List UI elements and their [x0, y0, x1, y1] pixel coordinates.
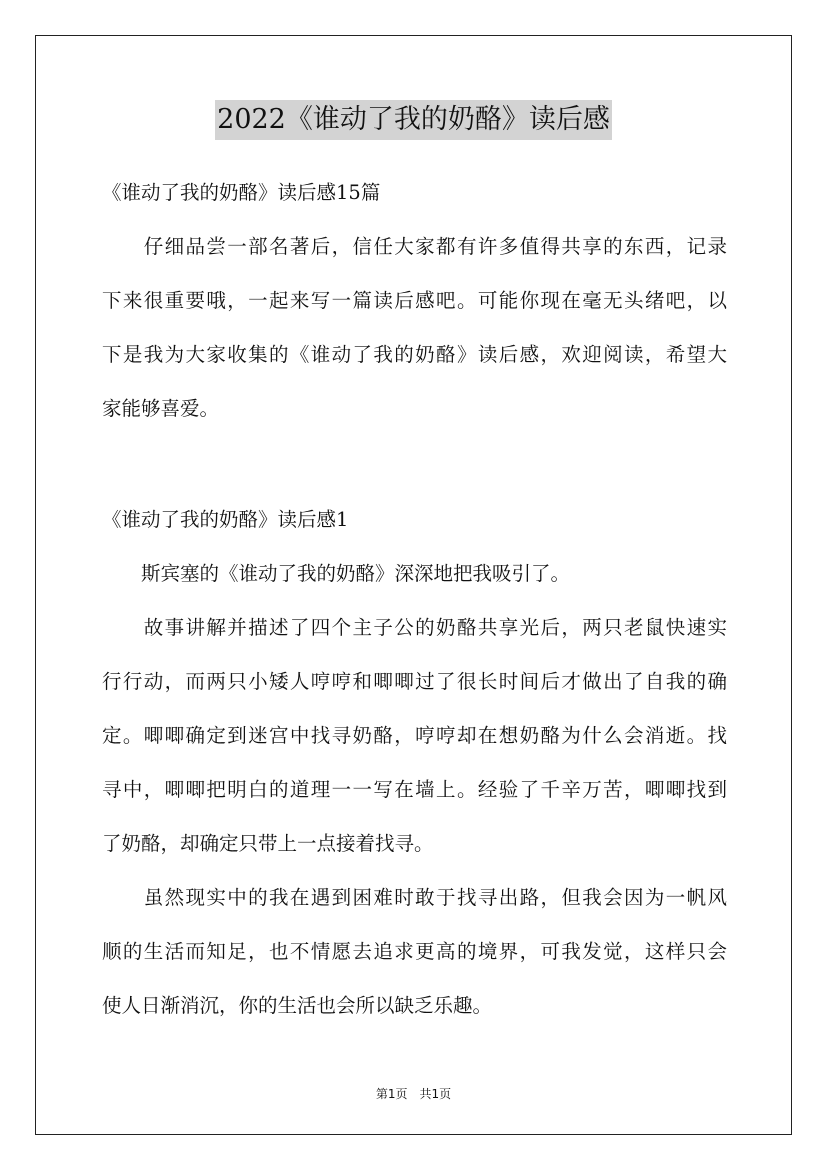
intro-line: 家能够喜爱。 — [102, 397, 220, 420]
body-line: 虽然现实中的我在遇到困难时敢于找寻出路，但我会因为一帆风 — [102, 886, 727, 909]
section-heading: 《谁动了我的奶酪》读后感1 — [102, 508, 349, 531]
body-line: 定。唧唧确定到迷宫中找寻奶酪，哼哼却在想奶酪为什么会消逝。找 — [102, 724, 727, 747]
body-line: 了奶酪，却确定只带上一点接着找寻。 — [102, 832, 434, 855]
intro-line: 下是我为大家收集的《谁动了我的奶酪》读后感，欢迎阅读，希望大 — [102, 343, 727, 366]
intro-line: 仔细品尝一部名著后，信任大家都有许多值得共享的东西，记录 — [102, 235, 727, 258]
body-line: 顺的生活而知足，也不情愿去追求更高的境界，可我发觉，这样只会 — [102, 940, 727, 963]
subtitle: 《谁动了我的奶酪》读后感15篇 — [102, 181, 381, 204]
body-line: 使人日渐消沉，你的生活也会所以缺乏乐趣。 — [102, 994, 493, 1017]
page-footer: 第1页 共1页 — [375, 1087, 452, 1101]
intro-line: 下来很重要哦，一起来写一篇读后感吧。可能你现在毫无头绪吧，以 — [102, 289, 727, 312]
body-line: 寻中，唧唧把明白的道理一一写在墙上。经验了千辛万苦，唧唧找到 — [102, 778, 727, 801]
document-title: 2022《谁动了我的奶酪》读后感 — [215, 100, 612, 140]
document-title-wrapper — [0, 100, 827, 140]
body-line: 斯宾塞的《谁动了我的奶酪》深深地把我吸引了。 — [102, 562, 571, 585]
body-line: 故事讲解并描述了四个主子公的奶酪共享光后，两只老鼠快速实 — [102, 616, 727, 639]
body-line: 行行动，而两只小矮人哼哼和唧唧过了很长时间后才做出了自我的确 — [102, 670, 727, 693]
